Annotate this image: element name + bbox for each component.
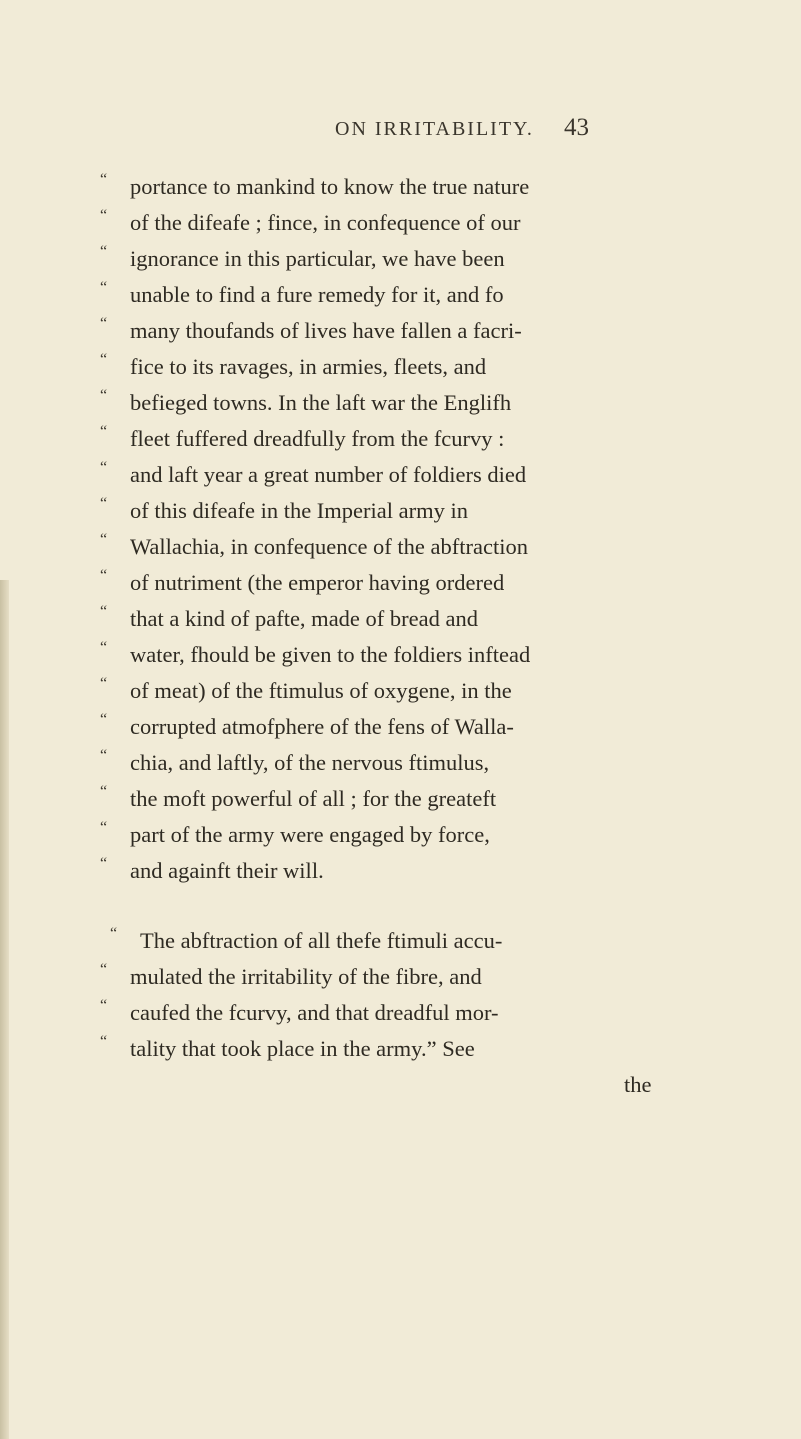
- page-header: [0, 114, 801, 146]
- quotation-mark: “: [100, 423, 108, 440]
- line-text: water, fhould be given to the foldiers inftead: [130, 642, 531, 667]
- line-text: tality that took place in the army.” See: [130, 1036, 475, 1061]
- line-text: of meat) of the ftimulus of oxygene, in the: [130, 678, 512, 703]
- quotation-mark: “: [100, 243, 108, 260]
- text-line: [0, 996, 801, 1030]
- line-text: fleet fuffered dreadfully from the fcurvy :: [130, 426, 505, 451]
- line-text: the moft powerful of all ; for the greateft: [130, 786, 497, 811]
- line-text: The abftraction of all thefe ftimuli accu-: [140, 928, 503, 953]
- line-text: that a kind of pafte, made of bread and: [130, 606, 478, 631]
- quotation-mark: “: [100, 1033, 108, 1050]
- line-text: and againft their will.: [130, 858, 324, 883]
- text-line: [0, 602, 801, 636]
- text-line: [0, 854, 801, 888]
- line-text: unable to find a fure remedy for it, and fo: [130, 282, 504, 307]
- quotation-mark: “: [110, 925, 118, 942]
- quotation-mark: “: [100, 855, 108, 872]
- line-text: corrupted atmofphere of the fens of Walla-: [130, 714, 514, 739]
- line-text: of the difeafe ; fince, in confequence of our: [130, 210, 521, 235]
- quotation-mark: “: [100, 567, 108, 584]
- quotation-mark: “: [100, 171, 108, 188]
- quotation-mark: “: [100, 495, 108, 512]
- quotation-mark: “: [100, 387, 108, 404]
- text-line: [0, 278, 801, 312]
- text-line: [0, 530, 801, 564]
- text-line: [0, 458, 801, 492]
- line-text: caufed the fcurvy, and that dreadful mor-: [130, 1000, 499, 1025]
- line-text: fice to its ravages, in armies, fleets, and: [130, 354, 487, 379]
- text-line: [0, 746, 801, 780]
- quotation-mark: “: [100, 961, 108, 978]
- running-head: ON IRRITABILITY.: [335, 118, 534, 140]
- text-line: [0, 350, 801, 384]
- text-line: [0, 494, 801, 528]
- text-line: [0, 638, 801, 672]
- line-text: of this difeafe in the Imperial army in: [130, 498, 469, 523]
- line-text: chia, and laftly, of the nervous ftimulus,: [130, 750, 490, 775]
- text-line: [0, 674, 801, 708]
- quotation-mark: “: [100, 783, 108, 800]
- text-line: [0, 422, 801, 456]
- quotation-mark: “: [100, 603, 108, 620]
- text-line: [0, 566, 801, 600]
- text-line: [0, 242, 801, 276]
- quotation-mark: “: [100, 819, 108, 836]
- line-text: of nutriment (the emperor having ordered: [130, 570, 505, 595]
- line-text: part of the army were engaged by force,: [130, 822, 490, 847]
- text-line: [0, 170, 801, 204]
- line-text: many thoufands of lives have fallen a facri-: [130, 318, 522, 343]
- line-text: and laft year a great number of foldiers died: [130, 462, 527, 487]
- text-line: [0, 1032, 801, 1066]
- line-text: befieged towns. In the laft war the Englifh: [130, 390, 512, 415]
- text-line: [0, 924, 801, 958]
- quotation-mark: “: [100, 207, 108, 224]
- text-line: [0, 818, 801, 852]
- text-line: [0, 782, 801, 816]
- quotation-mark: “: [100, 675, 108, 692]
- line-text: portance to mankind to know the true nature: [130, 174, 530, 199]
- text-line: [0, 206, 801, 240]
- quotation-mark: “: [100, 315, 108, 332]
- quotation-mark: “: [100, 747, 108, 764]
- page-number: 43: [564, 114, 589, 141]
- text-line: [0, 314, 801, 348]
- quotation-mark: “: [100, 279, 108, 296]
- catchword: the: [624, 1072, 652, 1097]
- quotation-mark: “: [100, 997, 108, 1014]
- line-text: ignorance in this particular, we have been: [130, 246, 505, 271]
- line-text: mulated the irritability of the fibre, and: [130, 964, 482, 989]
- text-line: [0, 960, 801, 994]
- quotation-mark: “: [100, 639, 108, 656]
- quotation-mark: “: [100, 459, 108, 476]
- text-line: [0, 386, 801, 420]
- line-text: Wallachia, in confequence of the abftraction: [130, 534, 528, 559]
- text-line: [0, 710, 801, 744]
- quotation-mark: “: [100, 531, 108, 548]
- quotation-mark: “: [100, 351, 108, 368]
- quotation-mark: “: [100, 711, 108, 728]
